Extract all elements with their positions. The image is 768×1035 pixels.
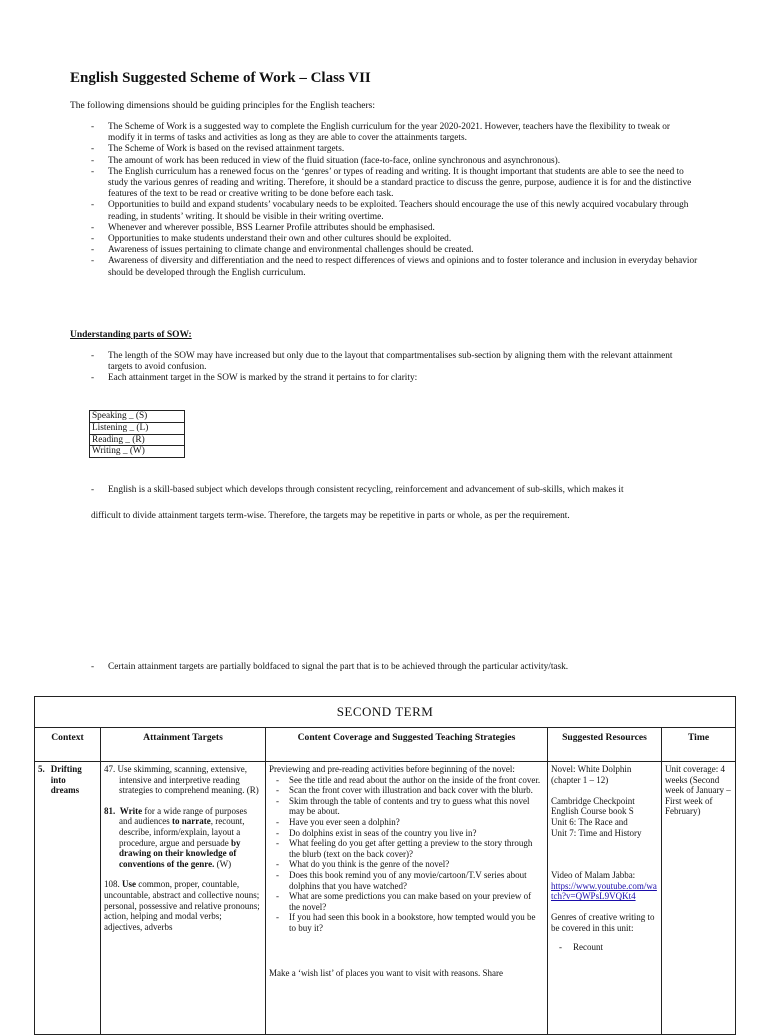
list-item: - Scan the front cover with illustration and back cover with the blurb.: [269, 785, 544, 796]
principle-item: - Whenever and wherever possible, BSS Learner Profile attributes should be emphasised.: [70, 223, 698, 234]
content-list: [269, 775, 544, 934]
resource-unit-7: Unit 7: Time and History: [551, 827, 642, 838]
resource-coursebook: Cambridge Checkpoint English Course book S: [551, 795, 635, 817]
target-108: 108. Use common, proper, countable, uncountable, abstract and collective nouns; personal, possessive and relative pronouns; action, helping and modal verbs; adjectives, adverbs: [104, 879, 260, 932]
strand-listening: Listening _ (L): [90, 422, 185, 434]
skill-point-list: [70, 485, 698, 496]
resource-video-label: Video of Malam Jabba:: [551, 869, 636, 880]
time-cell: [662, 762, 736, 1035]
second-term-table: [34, 696, 736, 1035]
time-text: Unit coverage: 4 weeks (Second week of January – First week of February): [665, 764, 731, 817]
table-row: [35, 762, 736, 1035]
resource-unit-6: Unit 6: The Race and: [551, 816, 628, 827]
intro-text: The following dimensions should be guiding principles for the English teachers:: [70, 101, 376, 111]
list-item: - What are some predictions you can make based on your preview of the novel?: [269, 891, 544, 912]
context-name: Drifting into dreams: [50, 764, 82, 796]
strand-reading: Reading _ (R): [90, 434, 185, 446]
document-title: English Suggested Scheme of Work – Class VII: [70, 70, 371, 86]
header-context: Context: [35, 728, 101, 762]
header-content-coverage: Content Coverage and Suggested Teaching Strategies: [266, 728, 548, 762]
list-item: - If you had seen this book in a bookstore, how tempted would you be to buy it?: [269, 912, 544, 933]
principle-item: - The Scheme of Work is based on the revised attainment targets.: [70, 144, 698, 155]
header-time: Time: [662, 728, 736, 762]
principle-item: - Awareness of issues pertaining to climate change and environmental challenges should be created.: [70, 245, 698, 256]
list-item: - Does this book remind you of any movie/cartoon/T.V series about dolphins that you have watched?: [269, 870, 544, 891]
principle-item: - Awareness of diversity and differentiation and the need to respect differences of views and opinions and to foster tolerance and inclusion in everyday behavior should be developed through the English curriculum.: [70, 256, 698, 278]
context-number: 5.: [38, 764, 45, 774]
list-item: - What do you think is the genre of the novel?: [269, 859, 544, 870]
sow-heading: Understanding parts of SOW:: [70, 330, 192, 340]
boldface-note: - Certain attainment targets are partially boldfaced to signal the part that is to be achieved through the particular activity/task.: [70, 662, 698, 673]
resource-video-link[interactable]: https://www.youtube.com/watch?v=QWPsL9VQKt4: [551, 880, 657, 902]
resource-novel: Novel: White Dolphin (chapter 1 – 12): [551, 764, 632, 785]
content-wish-list: Make a ‘wish list’ of places you want to visit with reasons. Share: [269, 967, 504, 978]
context-cell: [35, 762, 101, 1035]
list-item: - See the title and read about the author on the inside of the front cover.: [269, 775, 544, 786]
header-attainment-targets: Attainment Targets: [101, 728, 266, 762]
boldface-note-list: [70, 662, 698, 673]
principle-item: - The amount of work has been reduced in view of the fluid situation (face-to-face, online synchronous and asynchronous).: [70, 156, 698, 167]
header-resources: Suggested Resources: [548, 728, 662, 762]
genre-list: [551, 942, 658, 953]
sow-points-list: [70, 351, 698, 385]
content-cell: [266, 762, 548, 1035]
skill-point-continued: difficult to divide attainment targets term-wise. Therefore, the targets may be repetitive in parts or whole, as per the requirement.: [91, 511, 570, 521]
list-item: - Have you ever seen a dolphin?: [269, 817, 544, 828]
list-item: - Do dolphins exist in seas of the country you live in?: [269, 828, 544, 839]
attainment-targets-cell: [101, 762, 266, 1035]
term-title: SECOND TERM: [35, 697, 736, 728]
resource-genres: Genres of creative writing to be covered in this unit:: [551, 912, 655, 933]
strand-speaking: Speaking _ (S): [90, 411, 185, 423]
strand-writing: Writing _ (W): [90, 446, 185, 458]
principle-item: - Opportunities to make students understand their own and other cultures should be exploited.: [70, 234, 698, 245]
sow-point: - The length of the SOW may have increased but only due to the layout that compartmentalises sub-section by aligning them with the relevant attainment targets to avoid confusion.: [70, 351, 698, 373]
skill-point: - English is a skill-based subject which develops through consistent recycling, reinforcement and advancement of sub-skills, which makes it: [70, 485, 698, 496]
resources-cell: [548, 762, 662, 1035]
strand-key-table: [89, 410, 185, 458]
target-47: 47. Use skimming, scanning, extensive, intensive and interpretive reading strategies to comprehend meaning. (R): [104, 764, 259, 796]
principle-item: - Opportunities to build and expand students’ vocabulary needs to be exploited. Teachers should encourage the use of this newly acquired vocabulary through reading, in students’ writing. It should be visible in their writing overtime.: [70, 200, 698, 222]
principles-list: [70, 122, 698, 279]
principle-item: - The Scheme of Work is a suggested way to complete the English curriculum for the year 2020-2021. However, teachers have the flexibility to tweak or modify it in terms of tasks and activities as long as they are able to cover the attainments targets.: [70, 122, 698, 144]
principle-item: - The English curriculum has a renewed focus on the ‘genres’ or types of reading and writing. It is thought important that students are able to see the need to study the various genres of reading and writing. Therefore, it should be a standard practice to discuss the genre, purpose, audience it is for and the distinctive features of the text to be read or creative writing to be done before each task.: [70, 167, 698, 201]
list-item: - What feeling do you get after getting a preview to the story through the blurb (text on the back cover)?: [269, 838, 544, 859]
list-item: - Skim through the table of contents and try to guess what this novel may be about.: [269, 796, 544, 817]
content-intro: Previewing and pre-reading activities before beginning of the novel:: [269, 764, 515, 774]
sow-point: - Each attainment target in the SOW is marked by the strand it pertains to for clarity:: [70, 373, 698, 384]
target-81: 81. Write for a wide range of purposes and audiences to narrate, recount, describe, inform/explain, layout a procedure, argue and persuade by drawing on their knowledge of conventions of the genre. (W): [104, 805, 248, 869]
list-item: - Recount: [551, 942, 658, 953]
